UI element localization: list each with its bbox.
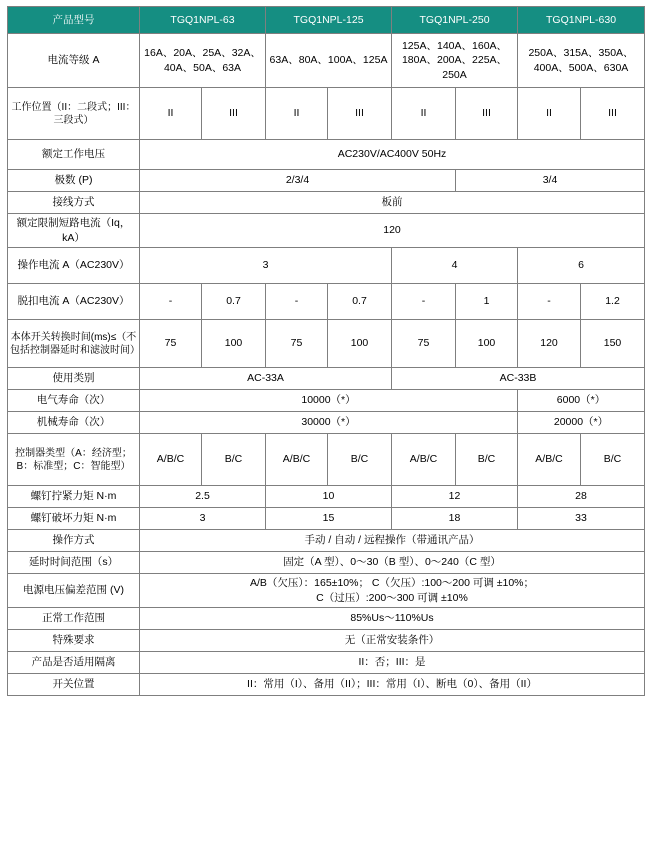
cell-trip-1: - [140, 284, 202, 320]
row-label-screw-tighten: 螺钉拧紧力矩 N·m [8, 486, 140, 508]
table-row [8, 652, 645, 674]
cell-delay-range: 固定（A 型）、0～30（B 型）、0～240（C 型） [140, 552, 645, 574]
cell-position-3: II [266, 88, 328, 140]
cell-switch-time-2: 100 [202, 320, 266, 368]
cell-electrical-life-2: 6000（*） [518, 390, 645, 412]
cell-poles-2: 3/4 [456, 170, 645, 192]
row-label-normal-range: 正常工作范围 [8, 608, 140, 630]
table-row [8, 574, 645, 608]
cell-isolation: II：否；III：是 [140, 652, 645, 674]
cell-switch-time-4: 100 [328, 320, 392, 368]
cell-switch-position: II：常用（I）、备用（II）；III：常用（I）、断电（0）、备用（II） [140, 674, 645, 696]
table-row [8, 630, 645, 652]
cell-position-6: III [456, 88, 518, 140]
cell-special-requirement: 无（正常安装条件） [140, 630, 645, 652]
cell-screw-tighten-1: 2.5 [140, 486, 266, 508]
table-body [8, 34, 645, 696]
table-row [8, 530, 645, 552]
row-label-electrical-life: 电气寿命（次） [8, 390, 140, 412]
cell-trip-8: 1.2 [581, 284, 645, 320]
cell-position-2: III [202, 88, 266, 140]
product-spec-table [7, 6, 645, 696]
cell-position-1: II [140, 88, 202, 140]
cell-current-63: 16A、20A、25A、32A、40A、50A、63A [140, 34, 266, 88]
cell-current-125: 63A、80A、100A、125A [266, 34, 392, 88]
row-label-trip-current: 脱扣电流 A（AC230V） [8, 284, 140, 320]
row-label-delay-range: 延时时间范围（s） [8, 552, 140, 574]
voltage-deviation-line2: C（过压）:200～300 可调 ±10% [316, 591, 468, 604]
table-row [8, 140, 645, 170]
cell-controller-1: A/B/C [140, 434, 202, 486]
cell-screw-break-2: 15 [266, 508, 392, 530]
cell-position-5: II [392, 88, 456, 140]
cell-trip-3: - [266, 284, 328, 320]
cell-position-4: III [328, 88, 392, 140]
row-label-short-circuit: 额定限制短路电流（Iq，kA） [8, 214, 140, 248]
table-row [8, 434, 645, 486]
cell-controller-4: B/C [328, 434, 392, 486]
cell-trip-4: 0.7 [328, 284, 392, 320]
header-model-label: 产品型号 [8, 7, 140, 34]
row-label-mechanical-life: 机械寿命（次） [8, 412, 140, 434]
cell-trip-5: - [392, 284, 456, 320]
row-label-voltage-deviation: 电源电压偏差范围 (V) [8, 574, 140, 608]
cell-usage-class-2: AC-33B [392, 368, 645, 390]
header-model-63: TGQ1NPL-63 [140, 7, 266, 34]
cell-screw-break-1: 3 [140, 508, 266, 530]
cell-controller-5: A/B/C [392, 434, 456, 486]
cell-rated-voltage: AC230V/AC400V 50Hz [140, 140, 645, 170]
row-label-switch-time: 本体开关转换时间(ms)≤（不包括控制器延时和滤波时间） [8, 320, 140, 368]
header-row [8, 7, 645, 34]
cell-switch-time-8: 150 [581, 320, 645, 368]
row-label-working-position: 工作位置（II：二段式；III：三段式） [8, 88, 140, 140]
header-model-125: TGQ1NPL-125 [266, 7, 392, 34]
cell-switch-time-6: 100 [456, 320, 518, 368]
cell-screw-tighten-2: 10 [266, 486, 392, 508]
cell-screw-tighten-4: 28 [518, 486, 645, 508]
row-label-operating-current: 操作电流 A（AC230V） [8, 248, 140, 284]
cell-mechanical-life-2: 20000（*） [518, 412, 645, 434]
table-row [8, 674, 645, 696]
cell-trip-6: 1 [456, 284, 518, 320]
table-header [8, 7, 645, 34]
table-row [8, 34, 645, 88]
cell-op-current-1: 3 [140, 248, 392, 284]
cell-voltage-deviation [140, 574, 645, 608]
cell-screw-tighten-3: 12 [392, 486, 518, 508]
row-label-operation-mode: 操作方式 [8, 530, 140, 552]
table-row [8, 88, 645, 140]
cell-op-current-2: 4 [392, 248, 518, 284]
row-label-wiring: 接线方式 [8, 192, 140, 214]
row-label-usage-class: 使用类别 [8, 368, 140, 390]
table-row [8, 284, 645, 320]
row-label-controller-type: 控制器类型（A：经济型；B：标准型；C：智能型） [8, 434, 140, 486]
table-row [8, 552, 645, 574]
cell-short-circuit: 120 [140, 214, 645, 248]
cell-screw-break-3: 18 [392, 508, 518, 530]
header-model-250: TGQ1NPL-250 [392, 7, 518, 34]
cell-current-630: 250A、315A、350A、400A、500A、630A [518, 34, 645, 88]
cell-switch-time-5: 75 [392, 320, 456, 368]
cell-trip-7: - [518, 284, 581, 320]
table-row [8, 214, 645, 248]
cell-normal-range: 85%Us～110%Us [140, 608, 645, 630]
row-label-poles: 极数 (P) [8, 170, 140, 192]
cell-switch-time-7: 120 [518, 320, 581, 368]
cell-poles-1: 2/3/4 [140, 170, 456, 192]
cell-controller-2: B/C [202, 434, 266, 486]
cell-op-current-3: 6 [518, 248, 645, 284]
header-model-630: TGQ1NPL-630 [518, 7, 645, 34]
row-label-isolation: 产品是否适用隔离 [8, 652, 140, 674]
table-row [8, 170, 645, 192]
table-row [8, 320, 645, 368]
table-row [8, 248, 645, 284]
cell-controller-6: B/C [456, 434, 518, 486]
cell-switch-time-1: 75 [140, 320, 202, 368]
table-row [8, 486, 645, 508]
row-label-special-requirement: 特殊要求 [8, 630, 140, 652]
cell-trip-2: 0.7 [202, 284, 266, 320]
row-label-switch-position: 开关位置 [8, 674, 140, 696]
cell-position-8: III [581, 88, 645, 140]
cell-controller-3: A/B/C [266, 434, 328, 486]
table-row [8, 508, 645, 530]
row-label-rated-voltage: 额定工作电压 [8, 140, 140, 170]
cell-position-7: II [518, 88, 581, 140]
cell-switch-time-3: 75 [266, 320, 328, 368]
voltage-deviation-line1: A/B（欠压）：165±10%； C（欠压）:100～200 可调 ±10%； [249, 577, 535, 590]
row-label-screw-break: 螺钉破坏力矩 N·m [8, 508, 140, 530]
cell-screw-break-4: 33 [518, 508, 645, 530]
cell-electrical-life-1: 10000（*） [140, 390, 518, 412]
cell-usage-class-1: AC-33A [140, 368, 392, 390]
row-label-current-rating: 电流等级 A [8, 34, 140, 88]
table-row [8, 368, 645, 390]
cell-mechanical-life-1: 30000（*） [140, 412, 518, 434]
table-row [8, 608, 645, 630]
cell-operation-mode: 手动 / 自动 / 远程操作（带通讯产品） [140, 530, 645, 552]
cell-wiring: 板前 [140, 192, 645, 214]
cell-current-250: 125A、140A、160A、180A、200A、225A、250A [392, 34, 518, 88]
cell-controller-8: B/C [581, 434, 645, 486]
table-row [8, 192, 645, 214]
table-row [8, 412, 645, 434]
cell-controller-7: A/B/C [518, 434, 581, 486]
table-row [8, 390, 645, 412]
